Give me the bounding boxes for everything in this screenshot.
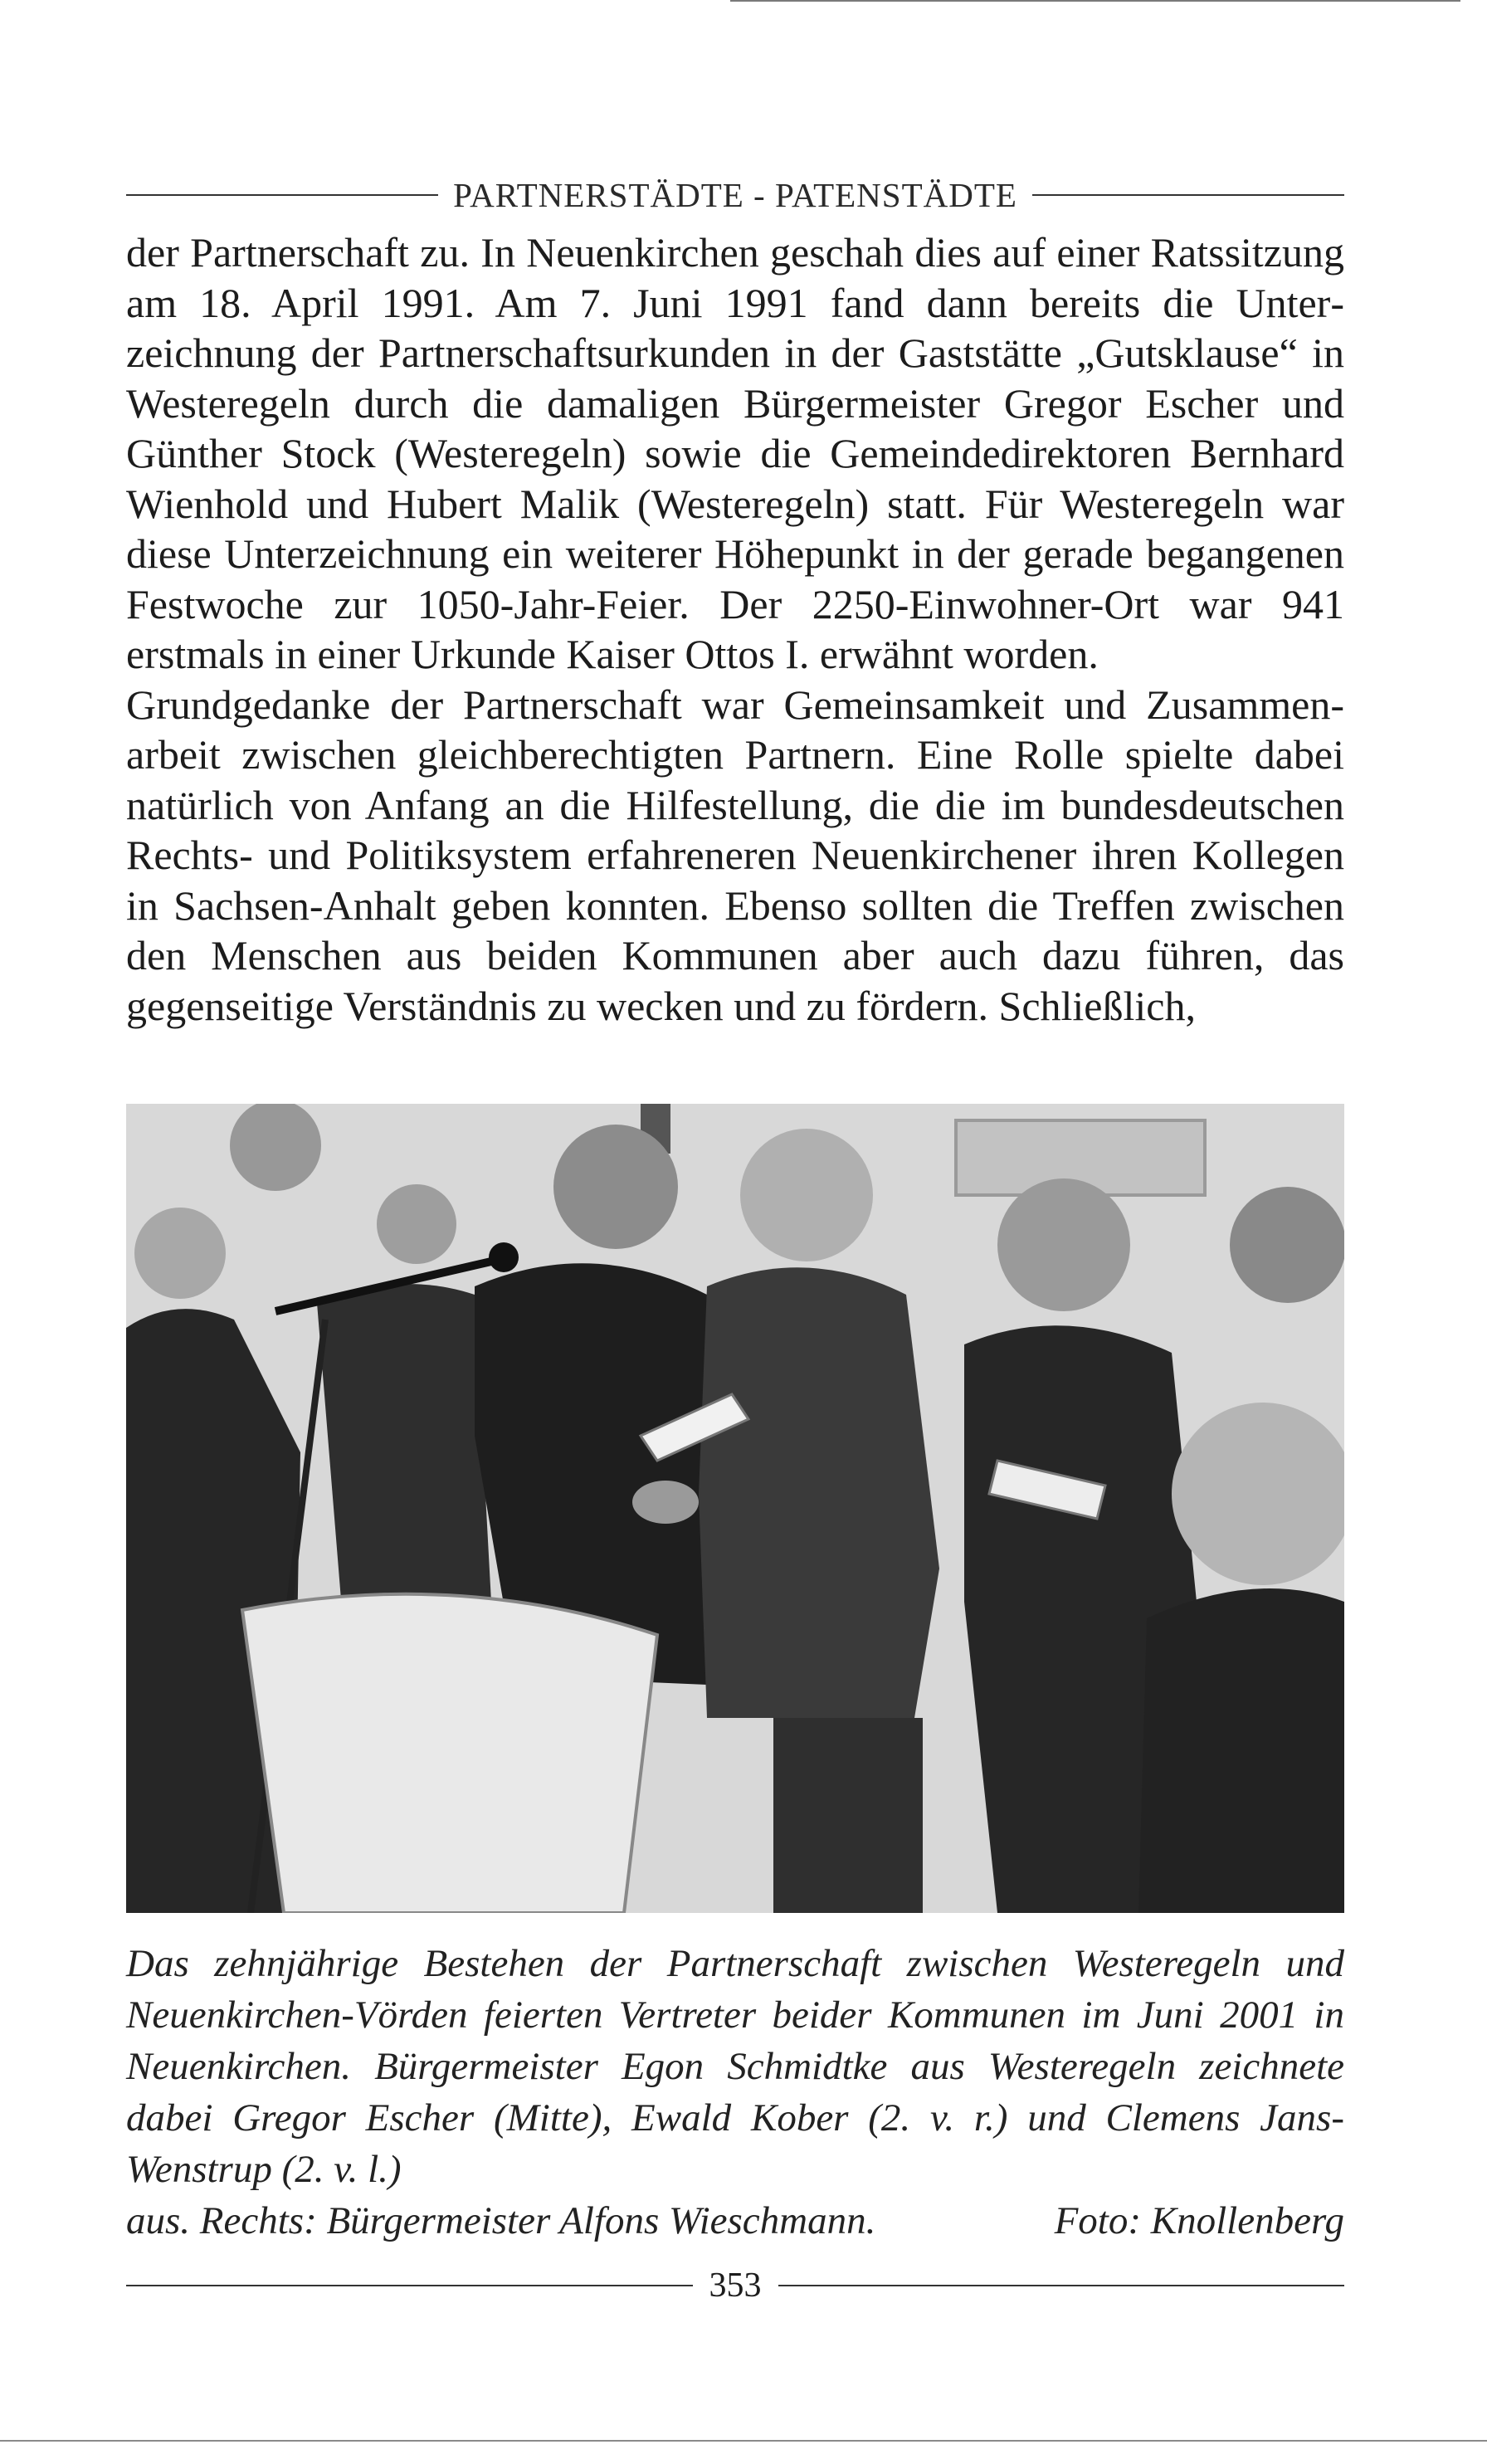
ceremony-photo (126, 1104, 1344, 1913)
running-head (126, 166, 1344, 224)
footer-rule-left (126, 2285, 693, 2286)
caption-last-line (126, 2195, 1344, 2247)
photo-credit: Foto: Knollenberg (1054, 2199, 1344, 2242)
scan-edge-rule-bottom (0, 2440, 1487, 2442)
body-paragraph-1: der Partnerschaft zu. In Neuenkirchen geschah dies auf einer Ratssitzung am 18. April 1991. Am 7. Juni 1991 fand dann bereits die Unterzeichnung der Partnerschaftsurkunden in der Gaststätte „Gutsklause“ in Westeregeln durch die damaligen Bürgermeister Gregor Escher und Günther Stock (Westeregeln) sowie die Gemeindedirektoren Bernhard Wienhold und Hubert Malik (Westeregeln) statt. Für Westeregeln war diese Unterzeichnung ein weiterer Höhepunkt in der gerade begangenen Festwoche zur 1050-Jahr-Feier. Der 2250-Einwohner-Ort war 941 erstmals in einer Urkunde Kaiser Ottos I. erwähnt worden. (126, 229, 1344, 677)
body-text (126, 227, 1344, 1031)
footer-rule-right (778, 2285, 1345, 2286)
caption-text: Das zehnjährige Bestehen der Partnerschaft zwischen Westeregeln und Neuenkirchen-Vörden feierten Vertreter beider Kommunen im Juni 2001 in Neuenkirchen. Bürgermeister Egon Schmidtke aus Westeregeln zeichnete dabei Gregor Escher (Mitte), Ewald Kober (2. v. r.) und Clemens Jans-Wenstrup (2. v. l.) (126, 1942, 1344, 2191)
photo-caption (126, 1938, 1344, 2247)
ceremony-photo-illustration (126, 1104, 1344, 1913)
running-head-title: PARTNERSTÄDTE - PATENSTÄDTE (453, 176, 1017, 214)
scan-edge-rule-top (730, 0, 1460, 2)
page-footer (126, 2266, 1344, 2305)
running-head-rule-left (126, 194, 438, 196)
body-paragraph-2: Grundgedanke der Partnerschaft war Gemeinsamkeit und Zusammenarbeit zwischen gleichberechtigten Partnern. Eine Rolle spielte dabei natürlich von Anfang an die Hilfestellung, die die im bundesdeutschen Rechts- und Politiksystem erfahreneren Neuenkirchener ihren Kollegen in Sachsen-Anhalt geben konnten. Ebenso sollten die Treffen zwischen den Menschen aus beiden Kommunen aber auch dazu führen, das gegenseitige Verständnis zu wecken und zu fördern. Schließlich, (126, 681, 1344, 1029)
running-head-rule-right (1032, 194, 1344, 196)
page-number: 353 (709, 2266, 762, 2305)
caption-last-text: aus. Rechts: Bürgermeister Alfons Wieschmann. (126, 2199, 876, 2242)
book-page (126, 166, 1344, 2305)
